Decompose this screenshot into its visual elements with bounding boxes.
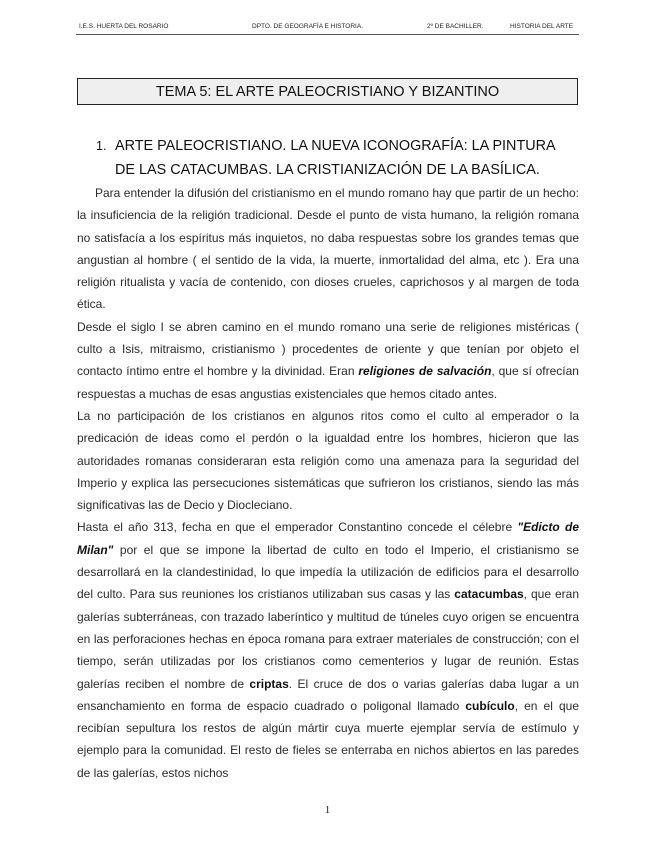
body-text: [77, 182, 579, 784]
paragraph-3: La no participación de los cristianos en algunos ritos como el culto al emperador o la predicación de ideas como el perdón o la igualdad entre los hombres, hicieron que las autoridades romanas consideraran esta religión como una amenaza para la seguridad del Imperio y explica las persecuciones sistemáticas que sufrieron los cristianos, siendo las más significativas las de Decio y Diocleciano.: [77, 408, 579, 513]
section-number: 1.: [96, 139, 107, 153]
term-catacumbas: catacumbas: [454, 587, 524, 602]
paragraph-1: Para entender la difusión del cristianismo en el mundo romano hay que partir de un hecho: la insuficiencia de la religión tradicional. Desde el punto de vista humano, la religión romana no satisfacía a los espíritus más inquietos, no daba respuestas sobre los grandes temas que angustian al hombre ( el sentido de la vida, la muerte, inmortalidad del alma, etc ). Era una religión ritualista y vacía de contenido, con dioses crueles, caprichosos y al margen de toda ética.: [77, 186, 579, 312]
term-criptas: criptas: [249, 676, 289, 691]
header-department: DPTO. DE GEOGRAFÍA E HISTORIA.: [252, 23, 364, 30]
term-cubiculo: cubículo: [465, 698, 515, 713]
document-title: TEMA 5: EL ARTE PALEOCRISTIANO Y BIZANTINO: [77, 78, 578, 105]
section-title-line-2: DE LAS CATACUMBAS. LA CRISTIANIZACIÓN DE LA BASÍLICA.: [115, 162, 540, 178]
term-edicto-de-milan: "Edicto de Milan": [77, 520, 579, 557]
page-number: 1: [324, 804, 331, 816]
paragraph-4: Hasta el año 313, fecha en que el emperador Constantino concede el célebre "Edicto de Milan" por el que se impone la libertad de culto en todo el Imperio, el cristianismo se desarrollará en la clandestinidad, lo que impedía la utilización de edificios para el desarrollo del culto. Para sus reuniones los cristianos utilizaban sus casas y las catacumbas, que eran galerías subterráneas, con trazado laberíntico y multitud de túneles cuyo origen se encuentra en las perforaciones hechas en época romana para extraer materiales de construcción; con el tiempo, serán utilizadas por los cristianos como cementerios y lugar de reunión. Estas galerías reciben el nombre de criptas. El cruce de dos o varias galerías daba lugar a un ensanchamiento en forma de espacio cuadrado o poligonal llamado cubículo, en el que recibían sepultura los restos de algún mártir cuya muerte ejemplar servía de estímulo y ejemplo para la comunidad. El resto de fieles se enterraba en nichos abiertos en las paredes de las galerías, estos nichos: [77, 520, 580, 780]
page-header: [76, 22, 579, 35]
paragraph-2: Desde el siglo I se abren camino en el mundo romano una serie de religiones mistéricas ( culto a Isis, mitraismo, cristianismo ) procedentes de oriente y que tenían por objeto el contacto íntimo entre el hombre y la divinidad. Eran religiones de salvación, que sí ofrecían respuestas a muchas de esas angustias existenciales que hemos citado antes.: [77, 319, 579, 401]
term-religiones-de-salvacion: religiones de salvación: [358, 364, 492, 379]
header-school: I.E.S. HUERTA DEL ROSARIO: [79, 23, 169, 30]
header-course: 2º DE BACHILLER.: [427, 23, 484, 30]
header-subject: HISTORIA DEL ARTE: [510, 23, 574, 30]
section-title-line-1: ARTE PALEOCRISTIANO. LA NUEVA ICONOGRAFÍA: LA PINTURA: [115, 138, 556, 154]
